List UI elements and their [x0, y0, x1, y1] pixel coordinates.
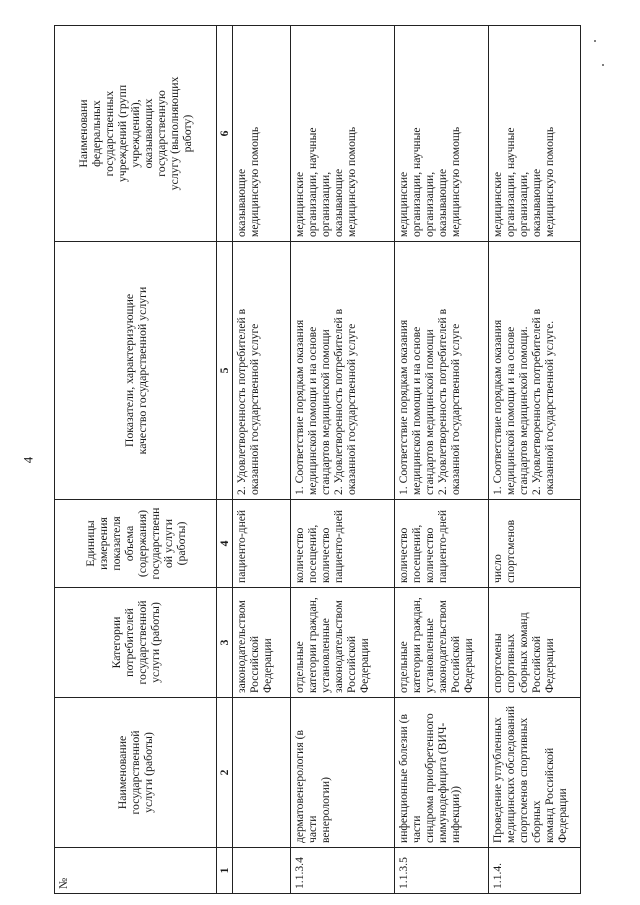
row-number: 1.1.3.5 — [395, 848, 489, 894]
consumer-category: законодательством Российской Федерации — [233, 588, 291, 698]
service-name — [233, 698, 291, 848]
header-quality: Показатели, характеризующие качество государственной услуги — [55, 242, 217, 500]
service-name: Проведение углубленных медицинских обследований спортсменов спортивных сборных команд Российской Федерации — [489, 698, 581, 848]
institutions: медицинские организации, научные организации, оказывающие медицинскую помощь — [489, 26, 581, 242]
header-service-name: Наименование государственной услуги (работы) — [55, 698, 217, 848]
measure-unit: пациенто-дней — [233, 500, 291, 588]
column-number: 3 — [217, 588, 233, 698]
consumer-category: спортсмены спортивных сборных команд Российской Федерации — [489, 588, 581, 698]
quality-indicators: 1. Соответствие порядкам оказания медицинской помощи и на основе стандартов медицинской помощи 2. Удовлетворенность потребителей в оказанной государственной услуге — [395, 242, 489, 500]
column-number: 5 — [217, 242, 233, 500]
quality-indicators: 1. Соответствие порядкам оказания медицинской помощи и на основе стандартов медицинской помощи. 2. Удовлетворенность потребителей в оказанной государственной услуге. — [489, 242, 581, 500]
column-number: 4 — [217, 500, 233, 588]
row-number — [233, 848, 291, 894]
table-row — [489, 26, 581, 894]
column-number: 1 — [217, 848, 233, 894]
quality-indicators: 1. Соответствие порядкам оказания медицинской помощи и на основе стандартов медицинской помощи 2. Удовлетворенность потребителей в оказанной государственной услуге — [291, 242, 395, 500]
column-number-row — [217, 26, 233, 894]
rotated-table-wrapper — [54, 26, 616, 894]
header-consumer-category: Категории потребителей государственной услуги (работы) — [55, 588, 217, 698]
institutions: оказывающие медицинскую помощь — [233, 26, 291, 242]
service-name: инфекционные болезни (в части синдрома приобретенного иммунодефицита (ВИЧ- инфекции)) — [395, 698, 489, 848]
service-name: дерматовенерология (в части венерологии) — [291, 698, 395, 848]
institutions: медицинские организации, научные организации, оказывающие медицинскую помощь — [291, 26, 395, 242]
row-number: 1.1.3.4 — [291, 848, 395, 894]
column-number: 2 — [217, 698, 233, 848]
column-number: 6 — [217, 26, 233, 242]
row-number: 1.1.4. — [489, 848, 581, 894]
institutions: медицинские организации, научные организации, оказывающие медицинскую помощь — [395, 26, 489, 242]
header-institutions: Наименовани федеральных государственных учреждений (групп учреждений), оказывающих государственную услугу (выполняющих работу) — [55, 26, 217, 242]
table-row — [233, 26, 291, 894]
quality-indicators: 2. Удовлетворенность потребителей в оказанной государственной услуге — [233, 242, 291, 500]
table-row — [291, 26, 395, 894]
page-number: 4 — [20, 456, 36, 464]
measure-unit: число спортсменов — [489, 500, 581, 588]
services-table — [54, 25, 581, 894]
header-row — [55, 26, 217, 894]
measure-unit: количество посещений, количество пациенто-дней — [395, 500, 489, 588]
table-row — [395, 26, 489, 894]
measure-unit: количество посещений, количество пациенто-дней — [291, 500, 395, 588]
header-num: № — [55, 848, 217, 894]
consumer-category: отдельные категории граждан, установленные законодательством Российской Федерации — [395, 588, 489, 698]
consumer-category: отдельные категории граждан, установленные законодательством Российской Федерации — [291, 588, 395, 698]
header-unit: Единицы измерения показателя объема (содержания) государственн ой услуги (работы) — [55, 500, 217, 588]
